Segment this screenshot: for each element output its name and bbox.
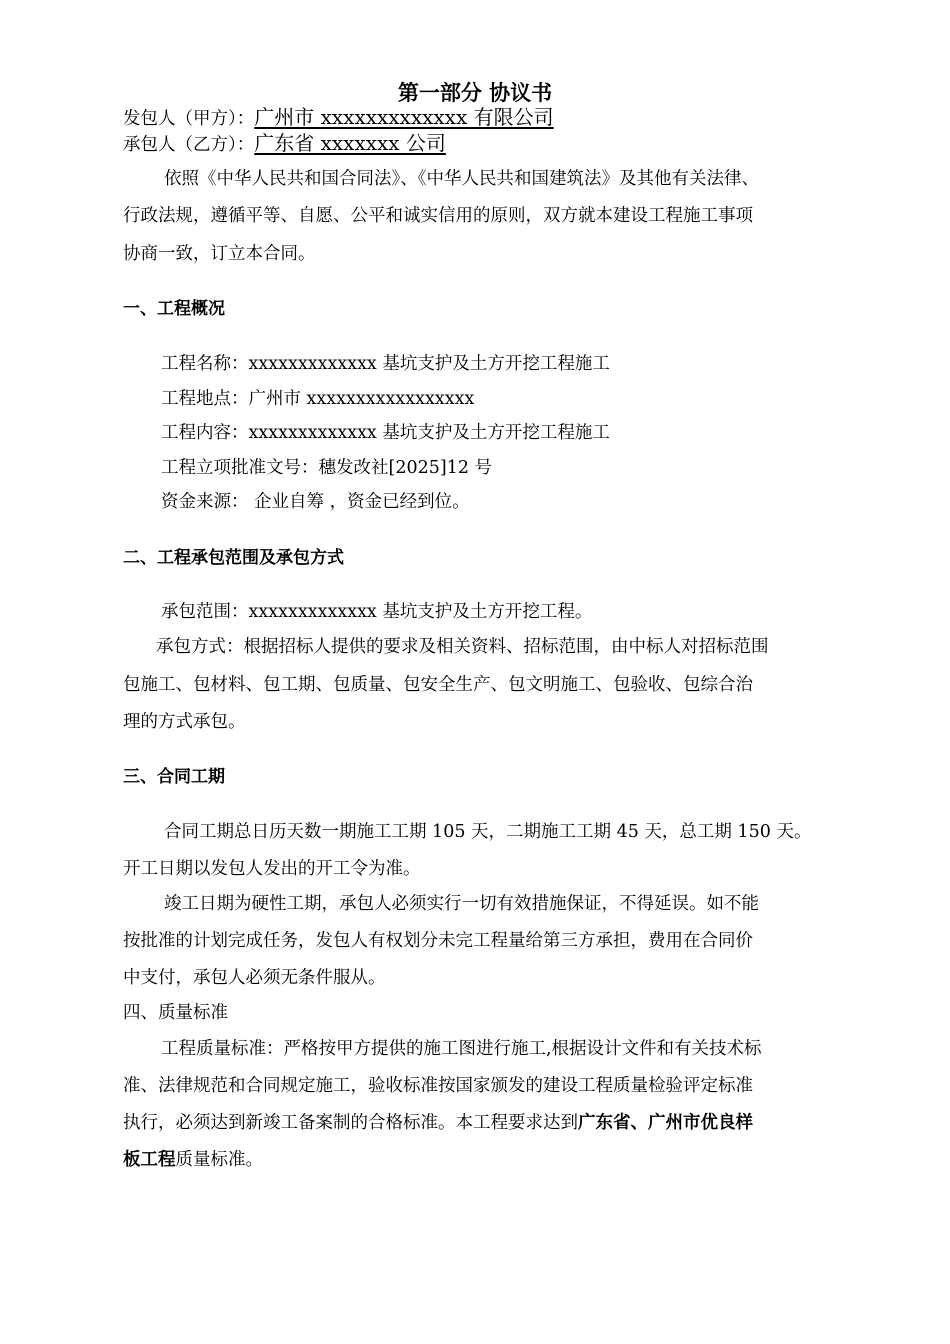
quality-text: 执行，必须达到新竣工备案制的合格标准。本工程要求达到 bbox=[123, 1113, 578, 1133]
intro-line: 依照《中华人民共和国合同法》、《中华人民共和国建筑法》及其他有关法律、 bbox=[164, 169, 759, 189]
contractor-label: 承包人（乙方）： bbox=[123, 135, 255, 155]
contractor-line bbox=[123, 132, 446, 156]
employer-label: 发包人（甲方）： bbox=[123, 109, 255, 129]
project-location: 工程地点：广州市 xxxxxxxxxxxxxxxxx bbox=[161, 389, 475, 409]
section-heading: 一、工程概况 bbox=[123, 299, 225, 319]
section-heading: 四、质量标准 bbox=[123, 1003, 228, 1023]
contract-method-line: 理的方式承包。 bbox=[123, 712, 246, 732]
contract-method-line: 包施工、包材料、包工期、包质量、包安全生产、包文明施工、包验收、包综合治 bbox=[123, 675, 753, 695]
contract-scope: 承包范围：xxxxxxxxxxxxx 基坑支护及土方开挖工程。 bbox=[161, 602, 593, 622]
quality-line bbox=[123, 1112, 753, 1134]
quality-line: 准、法律规范和合同规定施工，验收标准按国家颁发的建设工程质量检验评定标准 bbox=[123, 1076, 753, 1096]
funding-source: 资金来源： 企业自筹 ，资金已经到位。 bbox=[161, 492, 470, 512]
project-content: 工程内容：xxxxxxxxxxxxx 基坑支护及土方开挖工程施工 bbox=[161, 423, 610, 443]
quality-emphasis: 广东省、广州市优良样 bbox=[578, 1113, 753, 1133]
completion-line: 按批准的计划完成任务，发包人有权划分未完工程量给第三方承担，费用在合同价 bbox=[123, 931, 753, 951]
employer-line bbox=[123, 106, 554, 130]
duration-line: 合同工期总日历天数一期施工工期 105 天，二期施工工期 45 天，总工期 150 天。 bbox=[164, 822, 812, 842]
contractor-name: 广东省 xxxxxxx 公司 bbox=[254, 131, 446, 155]
quality-emphasis: 板工程 bbox=[123, 1150, 176, 1170]
completion-line: 中支付，承包人必须无条件服从。 bbox=[123, 968, 386, 988]
duration-line: 开工日期以发包人发出的开工令为准。 bbox=[123, 859, 421, 879]
quality-line bbox=[123, 1149, 263, 1171]
page-title: 第一部分 协议书 bbox=[397, 81, 553, 105]
employer-name: 广州市 xxxxxxxxxxxxx 有限公司 bbox=[254, 105, 554, 129]
quality-line: 工程质量标准：严格按甲方提供的施工图进行施工,根据设计文件和有关技术标 bbox=[161, 1039, 762, 1059]
section-heading: 二、工程承包范围及承包方式 bbox=[123, 548, 344, 568]
approval-number: 工程立项批准文号：穗发改社[2025]12 号 bbox=[161, 458, 493, 478]
project-name: 工程名称：xxxxxxxxxxxxx 基坑支护及土方开挖工程施工 bbox=[161, 354, 610, 374]
section-heading: 三、合同工期 bbox=[123, 767, 225, 787]
contract-method-line: 承包方式：根据招标人提供的要求及相关资料、招标范围，由中标人对招标范围 bbox=[156, 637, 769, 657]
intro-line: 协商一致，订立本合同。 bbox=[123, 244, 316, 264]
completion-line: 竣工日期为硬性工期，承包人必须实行一切有效措施保证，不得延误。如不能 bbox=[164, 894, 759, 914]
intro-line: 行政法规，遵循平等、自愿、公平和诚实信用的原则，双方就本建设工程施工事项 bbox=[123, 206, 753, 226]
quality-text: 质量标准。 bbox=[175, 1150, 263, 1170]
